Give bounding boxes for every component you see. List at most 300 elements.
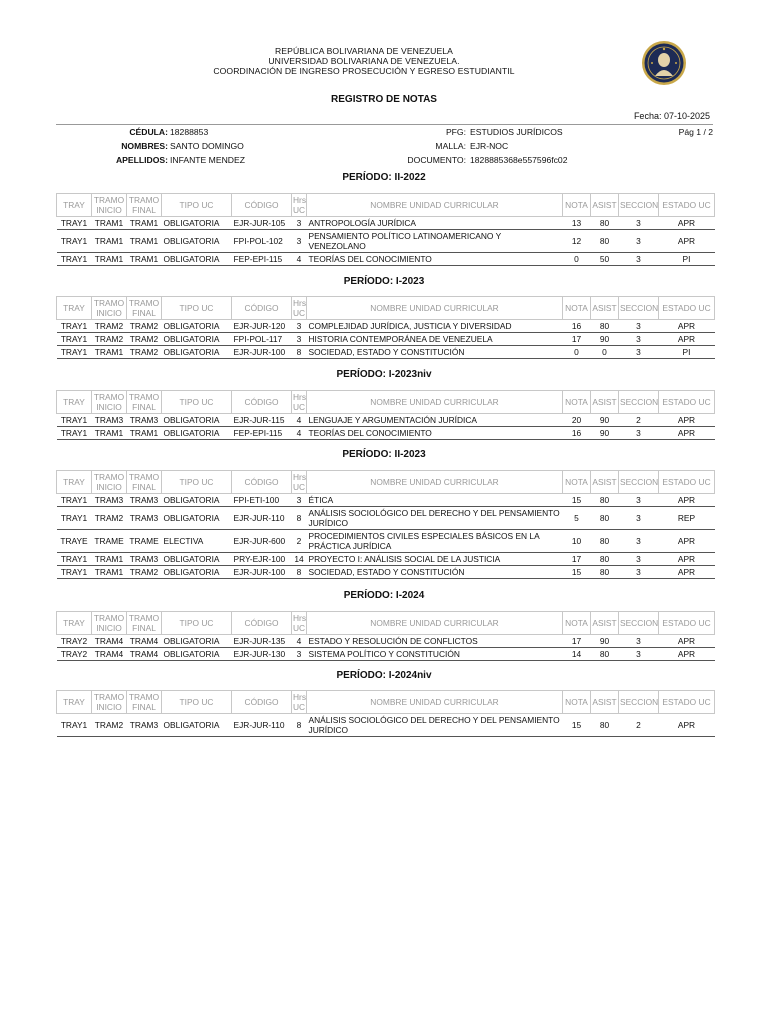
malla-row: [306, 140, 466, 153]
column-header: NOTA: [563, 391, 591, 414]
column-header: CÓDIGO: [232, 391, 292, 414]
table-cell: EJR-JUR-110: [232, 507, 292, 530]
table-cell: 3: [619, 346, 659, 359]
table-cell: TRAM2: [127, 320, 162, 333]
column-header: TRAY: [57, 391, 92, 414]
table-cell: TRAM2: [92, 714, 127, 737]
university-seal-logo: [641, 40, 687, 86]
column-header: NOMBRE UNIDAD CURRICULAR: [307, 297, 563, 320]
table-cell: TRAM1: [127, 230, 162, 253]
table-cell: TRAME: [127, 530, 162, 553]
column-header: ASIST: [591, 612, 619, 635]
column-header: Hrs UC: [293, 298, 307, 318]
table-cell: 3: [619, 566, 659, 579]
column-header: ASIST: [591, 691, 619, 714]
column-header: CÓDIGO: [232, 194, 292, 217]
student-info-block: [56, 124, 713, 169]
table-cell: 4: [292, 414, 307, 427]
column-header: TIPO UC: [162, 391, 232, 414]
column-header: TRAMO INICIO: [92, 691, 127, 714]
table-row: [57, 566, 715, 579]
table-cell: 3: [619, 427, 659, 440]
table-cell: OBLIGATORIA: [162, 553, 232, 566]
table-cell: APR: [659, 553, 715, 566]
table-cell: SOCIEDAD, ESTADO Y CONSTITUCIÓN: [307, 346, 563, 359]
table-cell: TRAM1: [92, 230, 127, 253]
table-cell: APR: [659, 530, 715, 553]
period-title: PERÍODO: I-2023: [343, 276, 425, 287]
table-cell: TRAY1: [57, 253, 92, 266]
table-cell: 3: [292, 230, 307, 253]
table-cell: TRAM3: [127, 553, 162, 566]
table-cell: SOCIEDAD, ESTADO Y CONSTITUCIÓN: [307, 566, 563, 579]
table-row: [57, 253, 715, 266]
table-cell: ANÁLISIS SOCIOLÓGICO DEL DERECHO Y DEL PENSAMIENTO JURÍDICO: [307, 714, 563, 737]
table-cell: EJR-JUR-100: [232, 346, 292, 359]
table-cell: TRAY1: [57, 566, 92, 579]
table-cell: APR: [659, 566, 715, 579]
table-cell: 15: [563, 494, 591, 507]
table-cell: TRAY1: [57, 507, 92, 530]
table-cell: 3: [292, 217, 307, 230]
apellidos-value: INFANTE MENDEZ: [170, 155, 245, 165]
table-cell: 3: [619, 333, 659, 346]
pfg-value: ESTUDIOS JURÍDICOS: [470, 127, 563, 137]
column-header: ESTADO UC: [659, 691, 715, 714]
column-header: TRAY: [57, 297, 92, 320]
table-cell: OBLIGATORIA: [162, 346, 232, 359]
column-header: SECCION: [619, 297, 659, 320]
table-cell: OBLIGATORIA: [162, 427, 232, 440]
table-header-row: [57, 297, 715, 320]
period-title: PERÍODO: I-2024niv: [336, 670, 432, 681]
table-cell: OBLIGATORIA: [162, 648, 232, 661]
table-cell: 80: [591, 320, 619, 333]
column-header: Hrs UC: [293, 195, 307, 215]
table-header-row: [57, 391, 715, 414]
table-row: [57, 714, 715, 737]
table-cell: FEP-EPI-115: [232, 427, 292, 440]
table-cell: TRAM3: [127, 414, 162, 427]
column-header: TRAMO FINAL: [127, 391, 162, 414]
column-header: NOMBRE UNIDAD CURRICULAR: [307, 612, 563, 635]
column-header: ASIST: [591, 391, 619, 414]
table-cell: FPI-ETI-100: [232, 494, 292, 507]
table-cell: TRAM1: [92, 346, 127, 359]
period-title: PERÍODO: I-2023niv: [336, 369, 432, 380]
grades-table: [56, 611, 715, 661]
table-cell: 5: [563, 507, 591, 530]
table-cell: 3: [619, 648, 659, 661]
column-header: TIPO UC: [162, 612, 232, 635]
cedula-row: [56, 126, 168, 139]
table-cell: 50: [591, 253, 619, 266]
column-header: TIPO UC: [162, 691, 232, 714]
period-title: PERÍODO: II-2022: [342, 172, 426, 183]
apellidos-row: [56, 154, 168, 167]
table-cell: TRAM3: [127, 714, 162, 737]
apellidos-label: APELLIDOS:: [115, 155, 168, 165]
column-header: NOTA: [563, 691, 591, 714]
column-header: ESTADO UC: [659, 194, 715, 217]
table-cell: TRAY2: [57, 648, 92, 661]
table-cell: TRAM2: [127, 346, 162, 359]
table-cell: 17: [563, 333, 591, 346]
table-row: [57, 530, 715, 553]
column-header: ESTADO UC: [659, 297, 715, 320]
column-header: TIPO UC: [162, 297, 232, 320]
table-cell: 80: [591, 648, 619, 661]
table-cell: APR: [659, 635, 715, 648]
column-header: TRAMO INICIO: [92, 297, 127, 320]
table-row: [57, 346, 715, 359]
table-header-row: [57, 691, 715, 714]
malla-value: EJR-NOC: [470, 141, 509, 151]
table-row: [57, 217, 715, 230]
table-cell: 3: [619, 320, 659, 333]
table-row: [57, 230, 715, 253]
table-cell: REP: [659, 507, 715, 530]
table-cell: 2: [619, 414, 659, 427]
table-cell: 0: [591, 346, 619, 359]
column-header: SECCION: [619, 471, 659, 494]
table-cell: 0: [563, 346, 591, 359]
column-header: SECCION: [619, 194, 659, 217]
table-cell: OBLIGATORIA: [162, 217, 232, 230]
table-cell: 3: [292, 333, 307, 346]
nombres-row: [56, 140, 168, 153]
table-cell: 3: [619, 530, 659, 553]
table-cell: 13: [563, 217, 591, 230]
table-cell: OBLIGATORIA: [162, 566, 232, 579]
table-cell: 8: [292, 346, 307, 359]
table-cell: OBLIGATORIA: [162, 333, 232, 346]
table-row: [57, 333, 715, 346]
documento-label: DOCUMENTO:: [407, 155, 466, 165]
column-header: TRAY: [57, 691, 92, 714]
table-cell: 15: [563, 566, 591, 579]
table-cell: 80: [591, 217, 619, 230]
table-cell: 12: [563, 230, 591, 253]
table-cell: TRAM3: [127, 507, 162, 530]
table-cell: PRY-EJR-100: [232, 553, 292, 566]
table-cell: EJR-JUR-120: [232, 320, 292, 333]
column-header: TRAMO INICIO: [92, 471, 127, 494]
table-cell: TRAM1: [92, 217, 127, 230]
table-cell: 2: [619, 714, 659, 737]
column-header: CÓDIGO: [232, 297, 292, 320]
table-cell: 90: [591, 414, 619, 427]
table-cell: TRAM2: [92, 507, 127, 530]
table-cell: EJR-JUR-115: [232, 414, 292, 427]
table-cell: ÉTICA: [307, 494, 563, 507]
table-cell: 16: [563, 320, 591, 333]
column-header: ESTADO UC: [659, 612, 715, 635]
table-cell: EJR-JUR-100: [232, 566, 292, 579]
table-cell: TEORÍAS DEL CONOCIMIENTO: [307, 253, 563, 266]
table-cell: TRAM3: [92, 414, 127, 427]
table-cell: TRAM1: [92, 553, 127, 566]
column-header: NOMBRE UNIDAD CURRICULAR: [307, 194, 563, 217]
grades-table: [56, 193, 715, 266]
table-cell: 17: [563, 635, 591, 648]
table-cell: 3: [619, 217, 659, 230]
grades-table: [56, 296, 715, 359]
table-cell: COMPLEJIDAD JURÍDICA, JUSTICIA Y DIVERSIDAD: [307, 320, 563, 333]
table-cell: TRAY1: [57, 553, 92, 566]
table-row: [57, 494, 715, 507]
table-cell: OBLIGATORIA: [162, 253, 232, 266]
nombres-label: NOMBRES:: [121, 141, 168, 151]
table-cell: TRAM4: [92, 648, 127, 661]
table-cell: 80: [591, 530, 619, 553]
table-cell: EJR-JUR-130: [232, 648, 292, 661]
table-header-row: [57, 612, 715, 635]
table-cell: 8: [292, 714, 307, 737]
table-cell: TRAY1: [57, 414, 92, 427]
table-cell: TRAM1: [92, 253, 127, 266]
column-header: ASIST: [591, 471, 619, 494]
column-header: CÓDIGO: [232, 471, 292, 494]
table-cell: TRAY1: [57, 320, 92, 333]
table-cell: APR: [659, 714, 715, 737]
table-cell: 80: [591, 553, 619, 566]
table-cell: TRAY1: [57, 346, 92, 359]
print-date: Fecha: 07-10-2025: [633, 111, 710, 121]
table-cell: EJR-JUR-600: [232, 530, 292, 553]
table-cell: SISTEMA POLÍTICO Y CONSTITUCIÓN: [307, 648, 563, 661]
table-cell: 3: [619, 553, 659, 566]
table-cell: 80: [591, 566, 619, 579]
nombres-value: SANTO DOMINGO: [170, 141, 244, 151]
table-row: [57, 648, 715, 661]
table-cell: TRAM1: [92, 566, 127, 579]
grades-table: [56, 390, 715, 440]
table-cell: FEP-EPI-115: [232, 253, 292, 266]
table-row: [57, 320, 715, 333]
table-cell: PI: [659, 346, 715, 359]
header-line-2: UNIVERSIDAD BOLIVARIANA DE VENEZUELA.: [268, 56, 460, 66]
column-header: NOTA: [563, 194, 591, 217]
cedula-value: 18288853: [170, 127, 209, 137]
table-cell: OBLIGATORIA: [162, 714, 232, 737]
table-cell: 8: [292, 507, 307, 530]
table-cell: TRAM4: [127, 635, 162, 648]
table-cell: 14: [292, 553, 307, 566]
column-header: TRAY: [57, 471, 92, 494]
column-header: CÓDIGO: [232, 691, 292, 714]
column-header: TRAMO INICIO: [92, 391, 127, 414]
table-cell: FPI-POL-102: [232, 230, 292, 253]
table-cell: PROCEDIMIENTOS CIVILES ESPECIALES BÁSICOS EN LA PRÁCTICA JURÍDICA: [307, 530, 563, 553]
table-cell: 8: [292, 566, 307, 579]
column-header: TRAMO FINAL: [127, 691, 162, 714]
column-header: TIPO UC: [162, 194, 232, 217]
table-cell: 80: [591, 230, 619, 253]
table-cell: EJR-JUR-105: [232, 217, 292, 230]
table-cell: TRAY1: [57, 494, 92, 507]
table-cell: APR: [659, 217, 715, 230]
grades-table: [56, 690, 715, 737]
table-row: [57, 635, 715, 648]
table-row: [57, 507, 715, 530]
column-header: SECCION: [619, 612, 659, 635]
table-cell: TRAM1: [127, 217, 162, 230]
column-header: TRAMO FINAL: [127, 297, 162, 320]
table-cell: 15: [563, 714, 591, 737]
table-cell: 17: [563, 553, 591, 566]
table-cell: TRAM2: [127, 566, 162, 579]
table-cell: TRAM1: [127, 253, 162, 266]
column-header: ASIST: [591, 194, 619, 217]
column-header: NOMBRE UNIDAD CURRICULAR: [307, 471, 563, 494]
table-cell: 0: [563, 253, 591, 266]
table-cell: 80: [591, 494, 619, 507]
cedula-label: CÉDULA:: [129, 127, 168, 137]
table-header-row: [57, 194, 715, 217]
table-cell: TRAYE: [57, 530, 92, 553]
table-cell: 16: [563, 427, 591, 440]
malla-label: MALLA:: [435, 141, 466, 151]
period-title: PERÍODO: II-2023: [342, 449, 426, 460]
table-cell: 90: [591, 635, 619, 648]
column-header: NOTA: [563, 471, 591, 494]
table-cell: APR: [659, 320, 715, 333]
table-cell: FPI-POL-117: [232, 333, 292, 346]
table-cell: TRAY1: [57, 217, 92, 230]
table-cell: TRAM2: [127, 333, 162, 346]
column-header: SECCION: [619, 691, 659, 714]
table-cell: TRAM1: [127, 427, 162, 440]
table-cell: OBLIGATORIA: [162, 414, 232, 427]
table-cell: 4: [292, 253, 307, 266]
column-header: TIPO UC: [162, 471, 232, 494]
table-cell: APR: [659, 333, 715, 346]
table-cell: APR: [659, 494, 715, 507]
column-header: Hrs UC: [293, 472, 307, 492]
column-header: TRAMO FINAL: [127, 471, 162, 494]
table-cell: HISTORIA CONTEMPORÁNEA DE VENEZUELA: [307, 333, 563, 346]
column-header: TRAY: [57, 612, 92, 635]
table-cell: APR: [659, 648, 715, 661]
table-cell: OBLIGATORIA: [162, 494, 232, 507]
table-cell: TRAY2: [57, 635, 92, 648]
table-cell: ANÁLISIS SOCIOLÓGICO DEL DERECHO Y DEL PENSAMIENTO JURÍDICO: [307, 507, 563, 530]
table-cell: 3: [619, 635, 659, 648]
table-header-row: [57, 471, 715, 494]
table-row: [57, 553, 715, 566]
table-cell: LENGUAJE Y ARGUMENTACIÓN JURÍDICA: [307, 414, 563, 427]
table-cell: PI: [659, 253, 715, 266]
table-cell: PENSAMIENTO POLÍTICO LATINOAMERICANO Y VENEZOLANO: [307, 230, 563, 253]
grades-table: [56, 470, 715, 579]
column-header: TRAMO FINAL: [127, 612, 162, 635]
column-header: CÓDIGO: [232, 612, 292, 635]
table-cell: EJR-JUR-135: [232, 635, 292, 648]
table-cell: TEORÍAS DEL CONOCIMIENTO: [307, 427, 563, 440]
table-cell: 10: [563, 530, 591, 553]
column-header: NOTA: [563, 297, 591, 320]
table-cell: TRAY1: [57, 333, 92, 346]
table-cell: TRAM3: [92, 494, 127, 507]
table-cell: APR: [659, 230, 715, 253]
table-row: [57, 414, 715, 427]
table-cell: 3: [619, 230, 659, 253]
column-header: ESTADO UC: [659, 471, 715, 494]
column-header: TRAY: [57, 194, 92, 217]
column-header: TRAMO INICIO: [92, 194, 127, 217]
institution-header: [0, 46, 728, 76]
column-header: Hrs UC: [293, 692, 307, 712]
column-header: SECCION: [619, 391, 659, 414]
document-title: REGISTRO DE NOTAS: [331, 94, 437, 105]
table-cell: 90: [591, 427, 619, 440]
table-cell: PROYECTO I: ANÁLISIS SOCIAL DE LA JUSTICIA: [307, 553, 563, 566]
table-cell: 80: [591, 714, 619, 737]
page-number: Pág 1 / 2: [678, 127, 713, 137]
table-row: [57, 427, 715, 440]
table-cell: OBLIGATORIA: [162, 635, 232, 648]
column-header: Hrs UC: [293, 392, 307, 412]
documento-row: [306, 154, 466, 167]
table-cell: 3: [292, 648, 307, 661]
table-cell: TRAM2: [92, 320, 127, 333]
table-cell: 3: [292, 320, 307, 333]
column-header: TRAMO INICIO: [92, 612, 127, 635]
table-cell: OBLIGATORIA: [162, 507, 232, 530]
table-cell: TRAM2: [92, 333, 127, 346]
table-cell: TRAM3: [127, 494, 162, 507]
table-cell: 4: [292, 635, 307, 648]
column-header: ESTADO UC: [659, 391, 715, 414]
header-line-1: REPÚBLICA BOLIVARIANA DE VENEZUELA: [274, 46, 454, 56]
table-cell: EJR-JUR-110: [232, 714, 292, 737]
table-cell: TRAM1: [92, 427, 127, 440]
column-header: TRAMO FINAL: [127, 194, 162, 217]
table-cell: TRAY1: [57, 714, 92, 737]
table-cell: 4: [292, 427, 307, 440]
table-cell: 20: [563, 414, 591, 427]
table-cell: ANTROPOLOGÍA JURÍDICA: [307, 217, 563, 230]
table-cell: 2: [292, 530, 307, 553]
table-cell: 3: [292, 494, 307, 507]
table-cell: APR: [659, 414, 715, 427]
documento-value: 1828885368e557596fc02: [470, 155, 568, 165]
table-cell: OBLIGATORIA: [162, 230, 232, 253]
table-cell: OBLIGATORIA: [162, 320, 232, 333]
pfg-label: PFG:: [445, 127, 466, 137]
column-header: NOMBRE UNIDAD CURRICULAR: [307, 391, 563, 414]
table-cell: TRAY1: [57, 230, 92, 253]
period-title: PERÍODO: I-2024: [343, 590, 425, 601]
table-cell: ELECTIVA: [162, 530, 232, 553]
column-header: Hrs UC: [293, 613, 307, 633]
table-cell: 3: [619, 253, 659, 266]
table-cell: 80: [591, 507, 619, 530]
column-header: NOMBRE UNIDAD CURRICULAR: [307, 691, 563, 714]
table-cell: TRAM4: [92, 635, 127, 648]
table-cell: TRAME: [92, 530, 127, 553]
table-cell: 3: [619, 507, 659, 530]
table-cell: TRAY1: [57, 427, 92, 440]
table-cell: 14: [563, 648, 591, 661]
table-cell: APR: [659, 427, 715, 440]
table-cell: 3: [619, 494, 659, 507]
header-line-3: COORDINACIÓN DE INGRESO PROSECUCIÓN Y EGRESO ESTUDIANTIL: [213, 66, 515, 76]
column-header: NOTA: [563, 612, 591, 635]
table-cell: ESTADO Y RESOLUCIÓN DE CONFLICTOS: [307, 635, 563, 648]
pfg-row: [306, 126, 466, 139]
